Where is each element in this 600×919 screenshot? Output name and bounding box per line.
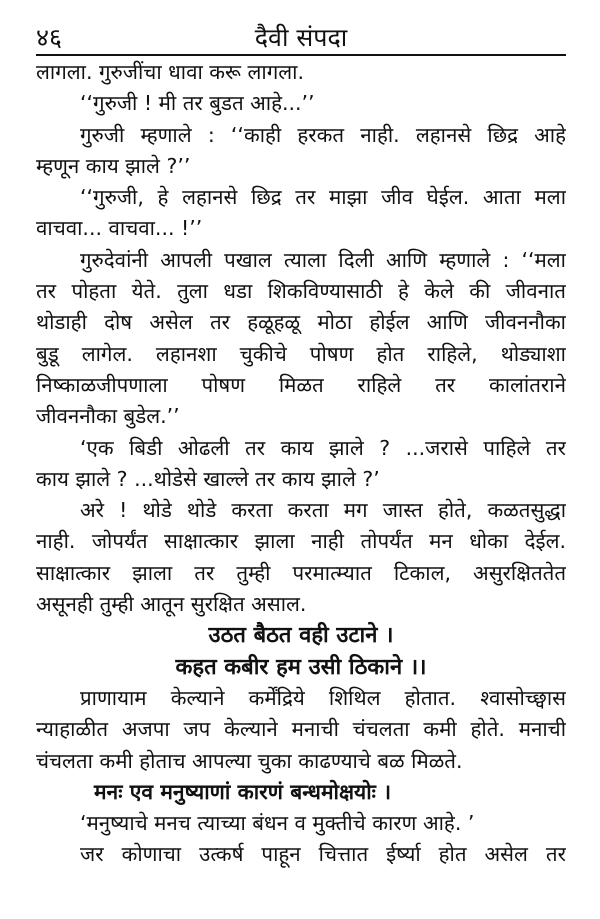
text-line: प्राणायाम केल्याने कर्मेंद्रिये शिथिल होतात. श्वासोच्छ्वास: [80, 685, 566, 710]
verse-line: उठत बैठत वही उटाने ।: [208, 623, 394, 649]
text-line: न्याहाळीत अजपा जप केल्याने मनाची चंचलता कमी होते. मनाची: [36, 717, 566, 742]
text-line: जीवननौका बुडेल.’’: [36, 404, 180, 429]
text-line: काय झाले ? ...थोडेसे खाल्ले तर काय झाले ?’: [36, 466, 380, 491]
text-line: साक्षात्कार झाला तर तुम्ही परमात्म्यात टिकाल, असुरक्षिततेत: [36, 560, 566, 585]
text-line: ‘‘गुरुजी ! मी तर बुडत आहे...’’: [80, 91, 315, 116]
header-rule: [36, 54, 566, 56]
text-line: जर कोणाचा उत्कर्ष पाहून चित्तात ईर्ष्या होत असेल तर: [80, 842, 566, 867]
text-line: नाही. जोपर्यंत साक्षात्कार झाला नाही तोपर्यंत मन धोका देईल.: [36, 529, 566, 554]
text-line: असूनही तुम्ही आतून सुरक्षित असाल.: [36, 592, 307, 617]
text-line: चंचलता कमी होताच आपल्या चुका काढण्याचे बळ मिळते.: [36, 748, 463, 773]
text-line: वाचवा... वाचवा... !’’: [36, 216, 203, 241]
running-title: दैवी संपदा: [254, 23, 348, 52]
page-body: [36, 57, 566, 871]
text-line: ‘एक बिडी ओढली तर काय झाले ? ...जरासे पाहिले तर: [80, 435, 566, 460]
text-line: बुडू लागेल. लहानशा चुकीचे पोषण होत राहिले, थोड्याशा: [36, 341, 566, 366]
page-number: ४६: [36, 23, 63, 52]
text-line: लागला. गुरुजींचा धावा करू लागला.: [36, 60, 304, 84]
text-line: निष्काळजीपणाला पोषण मिळत राहिले तर कालांतराने: [36, 372, 566, 397]
text-line: गुरुदेवांनी आपली पखाल त्याला दिली आणि म्हणाले : ‘‘मला: [80, 247, 566, 272]
text-line: गुरुजी म्हणाले : ‘‘काही हरकत नाही. लहानसे छिद्र आहे: [80, 122, 566, 147]
text-line: अरे ! थोडे थोडे करता करता मग जास्त होते, कळतसुद्धा: [80, 498, 566, 523]
text-line: थोडाही दोष असेल तर हळूहळू मोठा होईल आणि जीवननौका: [36, 310, 566, 335]
sanskrit-verse: मनः एव मनुष्याणां कारणं बन्धमोक्षयोः ।: [94, 779, 392, 804]
text-line: तर पोहता येते. तुला धडा शिकविण्यासाठी हे केले की जीवनात: [36, 279, 566, 304]
text-line: ‘मनुष्याचे मनच त्याच्या बंधन व मुक्तीचे कारण आहे. ’: [80, 811, 475, 836]
verse-line: कहत कबीर हम उसी ठिकाने ।।: [175, 654, 427, 680]
text-line: ‘‘गुरुजी, हे लहानसे छिद्र तर माझा जीव घेईल. आता मला: [80, 185, 566, 210]
text-line: म्हणून काय झाले ?’’: [36, 153, 191, 178]
page-header: [36, 18, 566, 54]
